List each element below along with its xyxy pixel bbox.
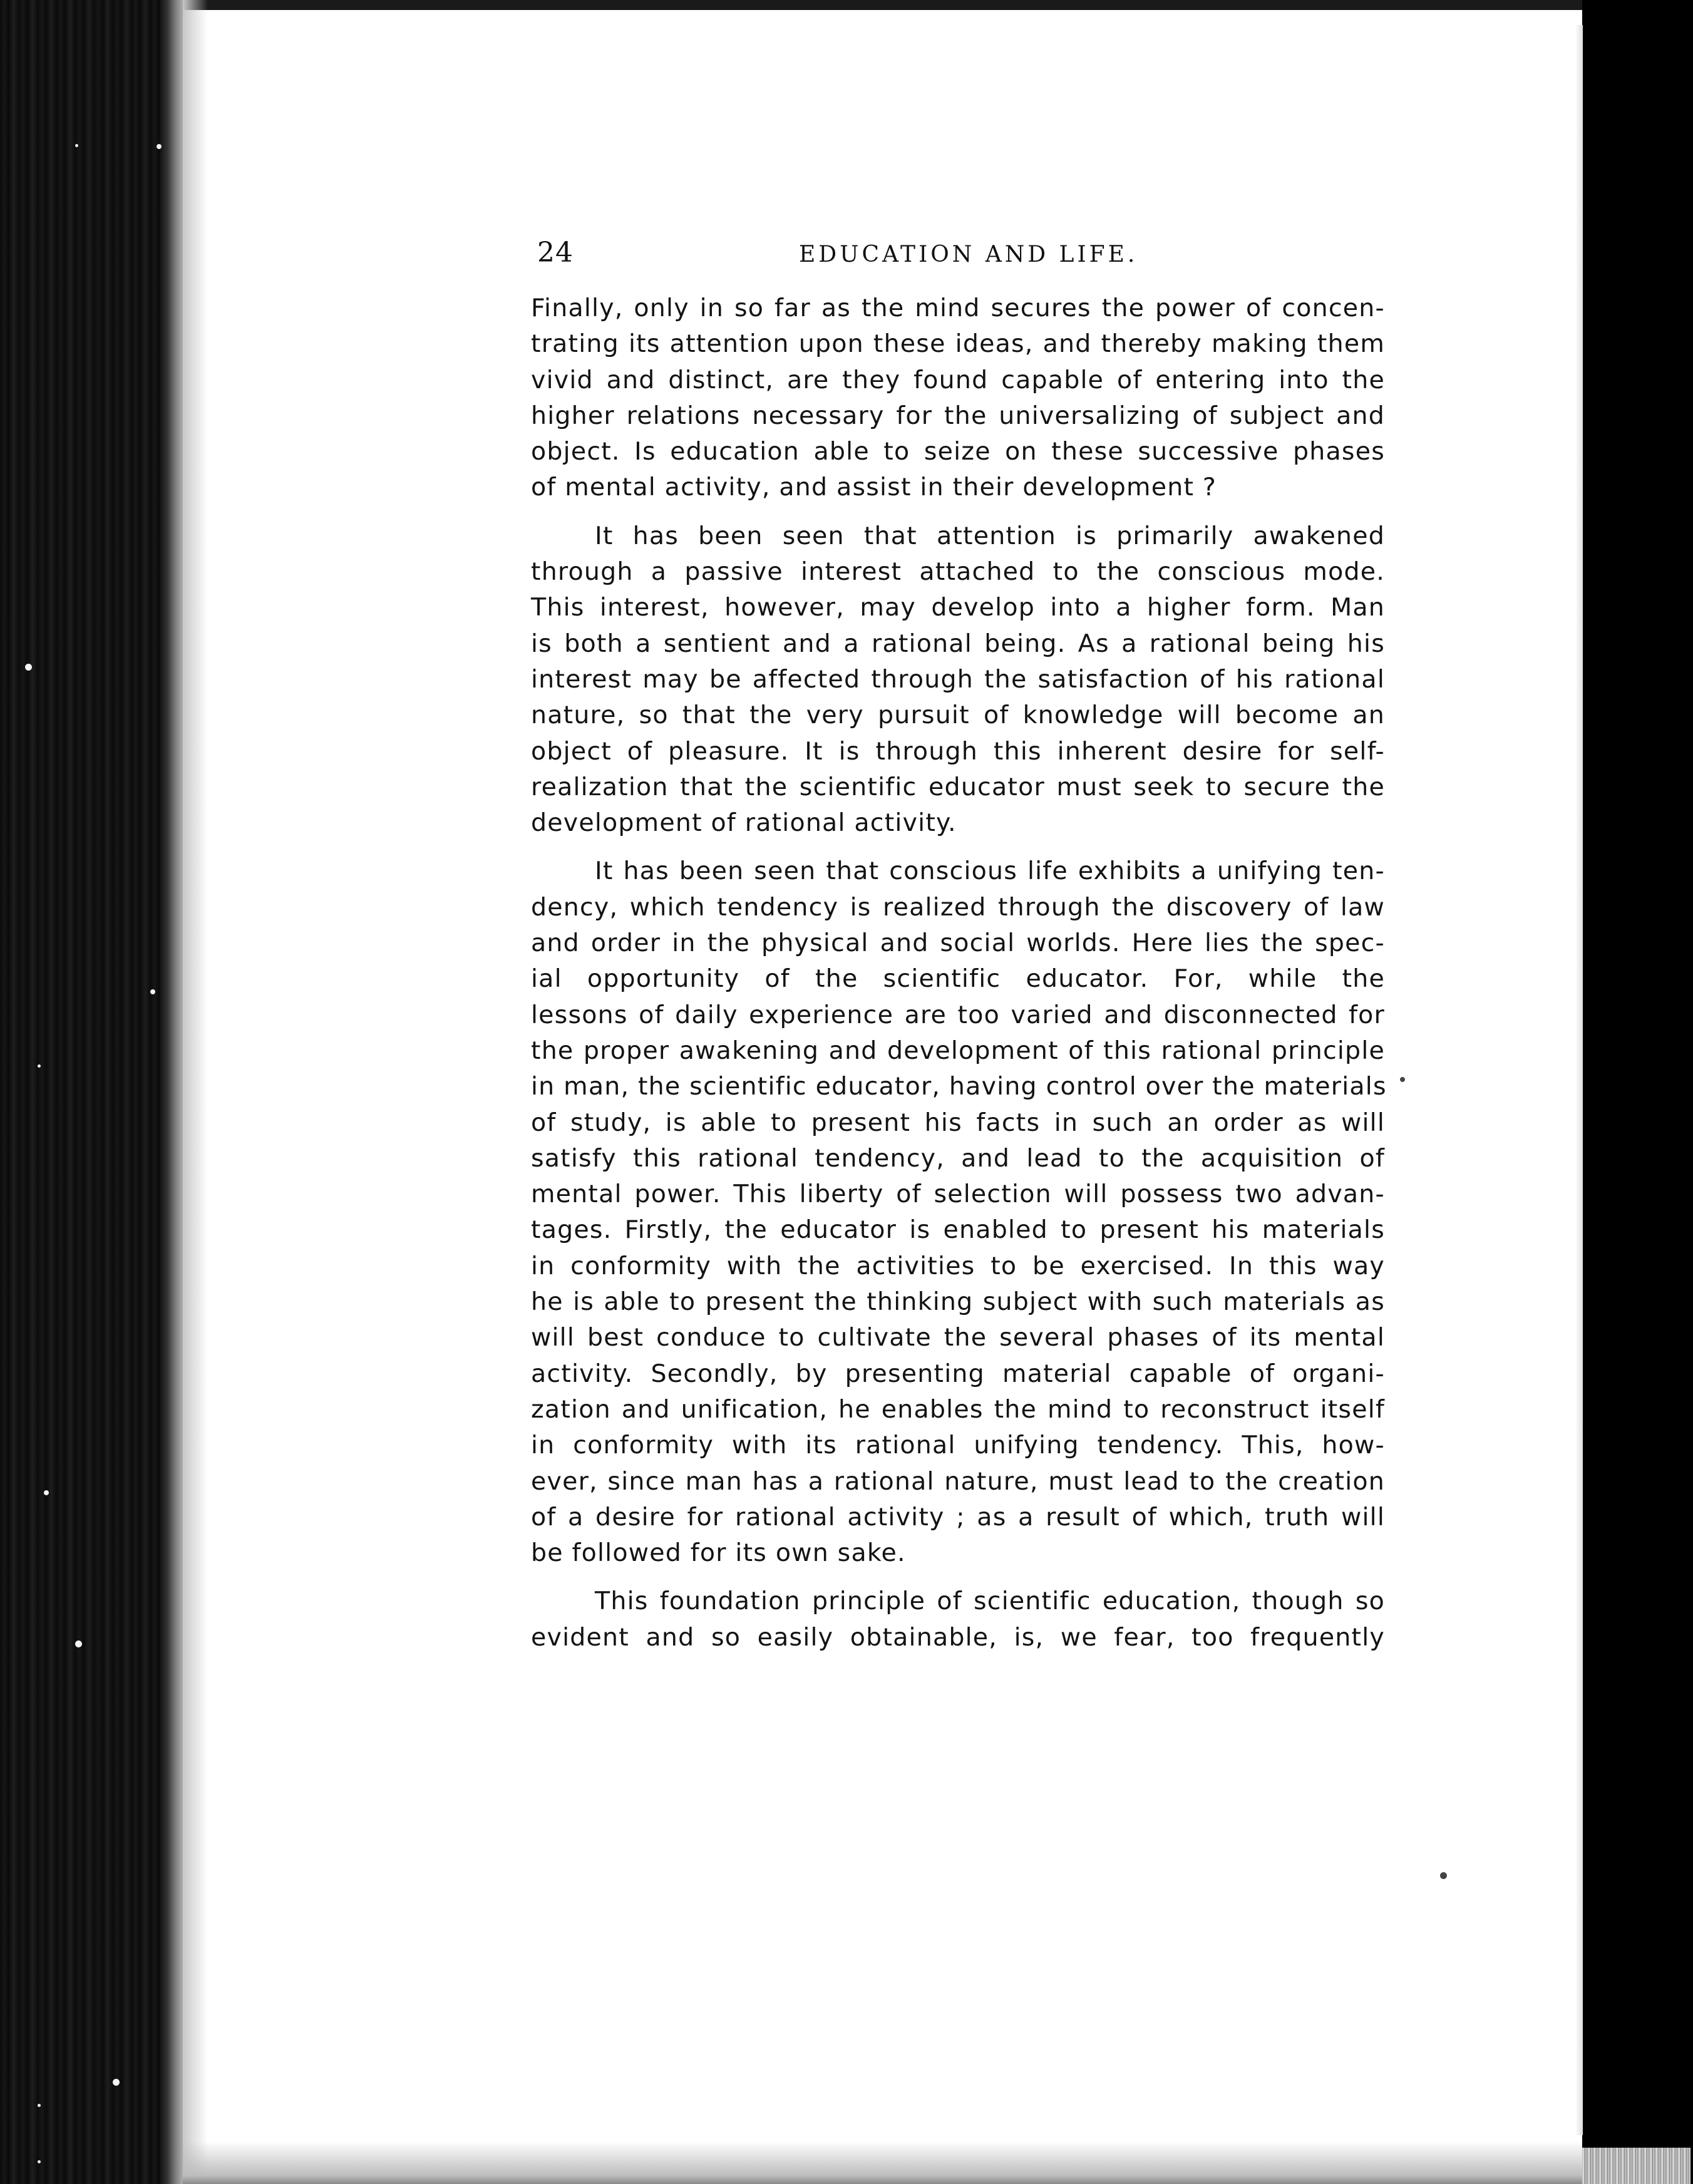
text-line: ial opportunity of the scientific educator. For, while the — [531, 964, 1385, 994]
text-line: nature, so that the very pursuit of knowledge will become an — [531, 701, 1385, 730]
paragraph-gap — [531, 841, 1385, 853]
scan-speck — [1440, 1872, 1447, 1879]
scan-speck — [44, 1490, 49, 1495]
scan-speck — [113, 2079, 120, 2086]
text-line: zation and unification, he enables the mind to reconstruct itself — [531, 1394, 1385, 1424]
scan-speck — [38, 2160, 41, 2163]
text-line: dency, which tendency is realized through the discovery of law — [531, 892, 1385, 922]
text-line: This foundation principle of scientific education, though so — [595, 1587, 1385, 1616]
body-text — [531, 291, 1385, 1656]
next-page-edge — [1575, 25, 1583, 2135]
text-line: in conformity with the activities to be exercised. In this way — [531, 1251, 1385, 1280]
text-line: evident and so easily obtainable, is, we fear, too frequently — [531, 1622, 1385, 1652]
text-line: tages. Firstly, the educator is enabled to present his materials — [531, 1215, 1385, 1245]
text-line: Finally, only in so far as the mind secures the power of concen- — [531, 294, 1385, 322]
text-line: is both a sentient and a rational being. As a rational being his — [531, 629, 1385, 658]
running-head — [537, 237, 1381, 274]
text-line: of a desire for rational activity ; as a result of which, truth will — [531, 1502, 1385, 1532]
text-line: object. Is education able to seize on these successive phases — [531, 437, 1385, 466]
scan-speck — [38, 1064, 41, 1068]
text-line: higher relations necessary for the universalizing of subject and — [531, 401, 1385, 430]
paragraph — [531, 1584, 1385, 1656]
scan-speck — [75, 1641, 82, 1647]
text-line: of study, is able to present his facts in such an order as will — [531, 1108, 1385, 1137]
text-line: through a passive interest attached to the conscious mode. — [531, 557, 1385, 587]
text-line: interest may be affected through the satisfaction of his rational — [531, 664, 1385, 694]
paragraph — [531, 291, 1385, 506]
text-line: and order in the physical and social worlds. Here lies the spec- — [531, 929, 1385, 958]
scan-speck — [1400, 1077, 1405, 1082]
paragraph — [531, 853, 1385, 1571]
scan-speck — [150, 989, 155, 994]
paragraph-gap — [531, 506, 1385, 518]
text-line: It has been seen that attention is primarily awakened — [595, 521, 1385, 550]
text-line: mental power. This liberty of selection will possess two advan- — [531, 1180, 1385, 1209]
text-line: satisfy this rational tendency, and lead to the acquisition of — [531, 1143, 1385, 1173]
text-line: vivid and distinct, are they found capable of entering into the — [531, 365, 1385, 394]
running-title: EDUCATION AND LIFE. — [799, 242, 1138, 267]
text-line: It has been seen that conscious life exhibits a unifying ten- — [595, 857, 1385, 886]
page-gutter-shadow — [183, 0, 208, 2184]
text-line: object of pleasure. It is through this inherent desire for self- — [531, 736, 1385, 766]
paragraph — [531, 518, 1385, 842]
scan-speck — [25, 664, 32, 671]
text-line: in conformity with its rational unifying tendency. This, how- — [531, 1431, 1385, 1460]
paragraph-gap — [531, 1571, 1385, 1584]
scan-speck — [157, 144, 162, 149]
text-line: lessons of daily experience are too varied and disconnected for — [531, 1000, 1385, 1029]
text-line: This interest, however, may develop into a higher form. Man — [531, 593, 1385, 622]
text-line: ever, since man has a rational nature, must lead to the creation — [531, 1466, 1385, 1496]
text-line: activity. Secondly, by presenting material capable of organi- — [531, 1359, 1385, 1388]
scan-speck — [75, 144, 78, 147]
text-line: trating its attention upon these ideas, and thereby making them — [531, 329, 1385, 359]
text-line: the proper awakening and development of this rational principle — [531, 1036, 1385, 1065]
text-line: he is able to present the thinking subject with such materials as — [531, 1287, 1385, 1317]
text-line: will best conduce to cultivate the several phases of its mental — [531, 1323, 1385, 1352]
binding-edge — [160, 0, 185, 2184]
text-line: realization that the scientific educator must seek to secure the — [531, 772, 1385, 801]
text-line: of mental activity, and assist in their development ? — [531, 473, 1217, 502]
right-margin — [1582, 0, 1693, 2184]
scan-speck — [38, 2104, 41, 2107]
text-line: development of rational activity. — [531, 808, 957, 838]
book-binding — [0, 0, 182, 2184]
page-bottom-shadow — [183, 2141, 1582, 2184]
text-line: in man, the scientific educator, having control over the materials — [531, 1072, 1387, 1101]
page-number: 24 — [537, 237, 574, 269]
text-line: be followed for its own sake. — [531, 1538, 906, 1568]
